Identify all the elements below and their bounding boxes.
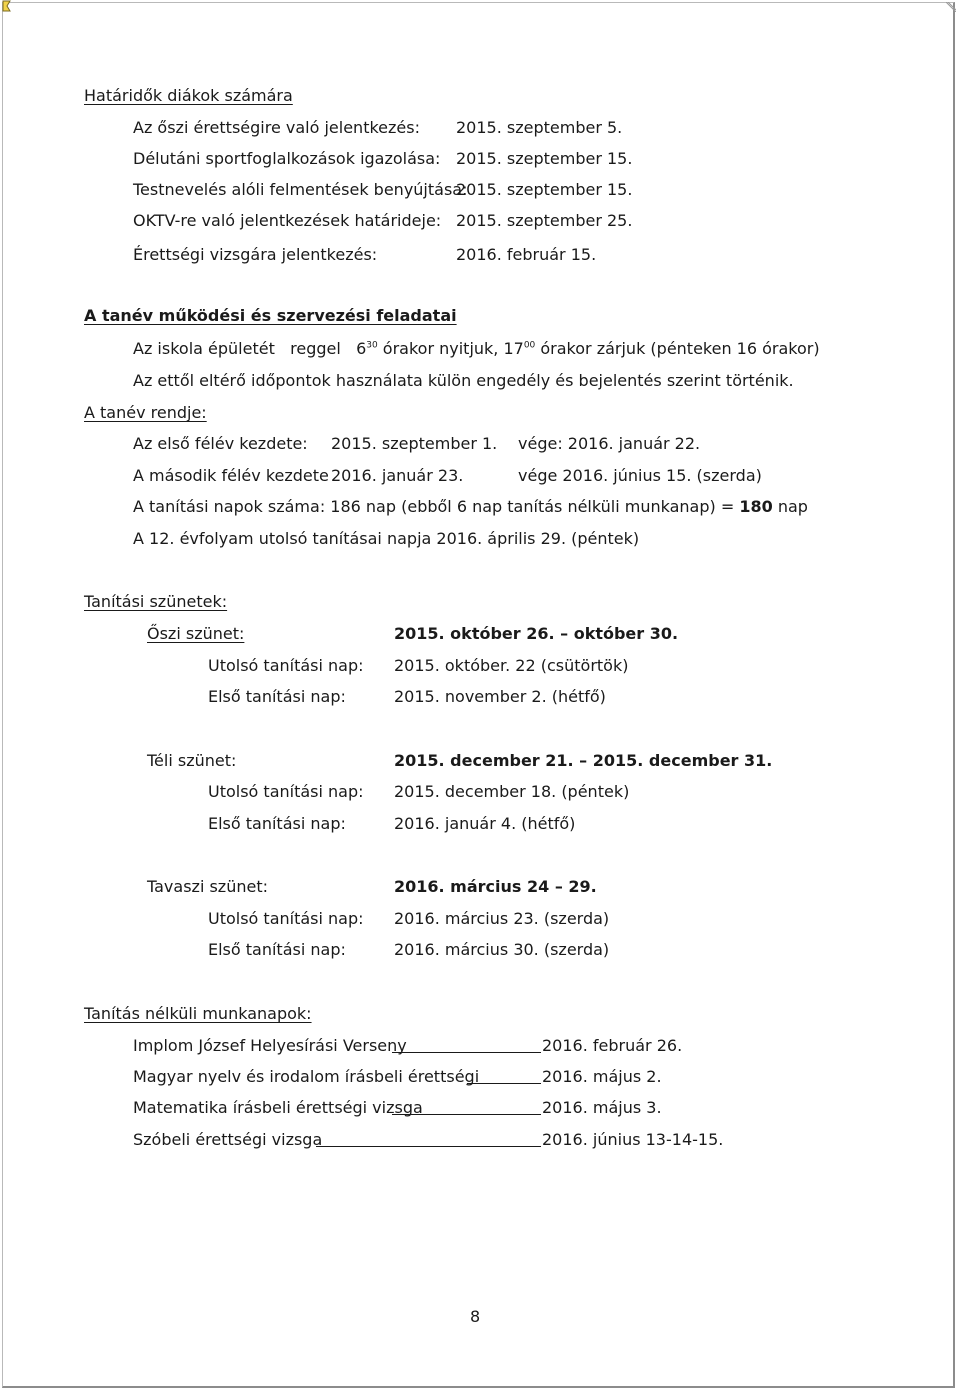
- break-first-value: 2016. január 4. (hétfő): [394, 814, 576, 833]
- hours-text-reggel: reggel: [290, 339, 341, 358]
- workday-label: Matematika írásbeli érettségi vizsga: [133, 1098, 423, 1117]
- second-semester-label: A második félév kezdete: [133, 466, 329, 485]
- break-name: Tavaszi szünet:: [147, 877, 268, 896]
- first-semester-end: vége: 2016. január 22.: [518, 434, 701, 453]
- workday-label: Magyar nyelv és irodalom írásbeli érettségi: [133, 1067, 480, 1086]
- deadline-label: Délutáni sportfoglalkozások igazolása:: [133, 149, 441, 168]
- deadlines-heading: Határidők diákok számára: [84, 86, 293, 105]
- deadline-value: 2015. szeptember 15.: [456, 180, 633, 199]
- deadline-value: 2016. február 15.: [456, 245, 597, 264]
- deadline-label: Testnevelés alóli felmentések benyújtása:: [133, 180, 468, 199]
- teaching-days-line: [133, 497, 808, 517]
- hours-text-end: órakor zárjuk (pénteken 16 órakor): [540, 339, 820, 358]
- open-hour: 6: [356, 339, 367, 358]
- break-first-value: 2015. november 2. (hétfő): [394, 687, 606, 706]
- operations-heading: A tanév működési és szervezési feladatai: [84, 306, 457, 325]
- break-first-label: Első tanítási nap:: [208, 687, 346, 706]
- last-teaching-day: A 12. évfolyam utolsó tanításai napja 2016. április 29. (péntek): [133, 529, 640, 548]
- leader-line: [467, 1083, 541, 1084]
- workday-label: Szóbeli érettségi vizsga: [133, 1130, 323, 1149]
- corner-marker-icon: [2, 0, 12, 12]
- first-semester-label: Az első félév kezdete:: [133, 434, 308, 453]
- deadline-label: Érettségi vizsgára jelentkezés:: [133, 245, 378, 264]
- break-dates: 2015. december 21. – 2015. december 31.: [394, 751, 773, 770]
- schedule-heading: A tanév rendje:: [84, 403, 207, 422]
- leader-line: [316, 1146, 541, 1147]
- hours-text-mid: órakor nyitjuk, 17: [382, 339, 524, 358]
- break-dates: 2015. október 26. – október 30.: [394, 624, 679, 643]
- break-first-label: Első tanítási nap:: [208, 940, 346, 959]
- break-name: Őszi szünet:: [147, 624, 245, 643]
- workdays-heading: Tanítás nélküli munkanapok:: [84, 1004, 312, 1023]
- workday-value: 2016. május 2.: [542, 1067, 662, 1086]
- break-dates: 2016. március 24 – 29.: [394, 877, 597, 896]
- break-last-value: 2015. október. 22 (csütörtök): [394, 656, 629, 675]
- first-semester-start: 2015. szeptember 1.: [331, 434, 498, 453]
- operations-line2: Az ettől eltérő időpontok használata külön engedély és bejelentés szerint történik.: [133, 371, 794, 390]
- break-name: Téli szünet:: [147, 751, 237, 770]
- break-last-value: 2016. március 23. (szerda): [394, 909, 610, 928]
- teaching-days-suffix: nap: [777, 497, 808, 516]
- break-last-label: Utolsó tanítási nap:: [208, 656, 364, 675]
- workday-value: 2016. február 26.: [542, 1036, 683, 1055]
- break-last-label: Utolsó tanítási nap:: [208, 909, 364, 928]
- page-fold-icon: [946, 2, 956, 12]
- leader-line: [392, 1052, 541, 1053]
- second-semester-end: vége 2016. június 15. (szerda): [518, 466, 762, 485]
- breaks-heading: Tanítási szünetek:: [84, 592, 228, 611]
- break-first-label: Első tanítási nap:: [208, 814, 346, 833]
- workday-value: 2016. május 3.: [542, 1098, 662, 1117]
- close-minute: 00: [523, 340, 536, 351]
- break-first-value: 2016. március 30. (szerda): [394, 940, 610, 959]
- break-last-value: 2015. december 18. (péntek): [394, 782, 630, 801]
- deadline-label: Az őszi érettségire való jelentkezés:: [133, 118, 420, 137]
- workday-label: Implom József Helyesírási Verseny: [133, 1036, 407, 1055]
- hours-text-start: Az iskola épületét: [133, 339, 275, 358]
- teaching-days-prefix: A tanítási napok száma: 186 nap (ebből 6 nap tanítás nélküli munkanap) =: [133, 497, 735, 516]
- page-number: 8: [470, 1307, 481, 1326]
- operations-line1: [133, 339, 820, 359]
- deadline-value: 2015. szeptember 5.: [456, 118, 623, 137]
- deadline-value: 2015. szeptember 25.: [456, 211, 633, 230]
- deadline-value: 2015. szeptember 15.: [456, 149, 633, 168]
- workday-value: 2016. június 13-14-15.: [542, 1130, 724, 1149]
- break-last-label: Utolsó tanítási nap:: [208, 782, 364, 801]
- open-minute: 30: [366, 340, 378, 351]
- leader-line: [392, 1114, 541, 1115]
- second-semester-start: 2016. január 23.: [331, 466, 464, 485]
- teaching-days-total: 180: [739, 497, 773, 516]
- deadline-label: OKTV-re való jelentkezések határideje:: [133, 211, 442, 230]
